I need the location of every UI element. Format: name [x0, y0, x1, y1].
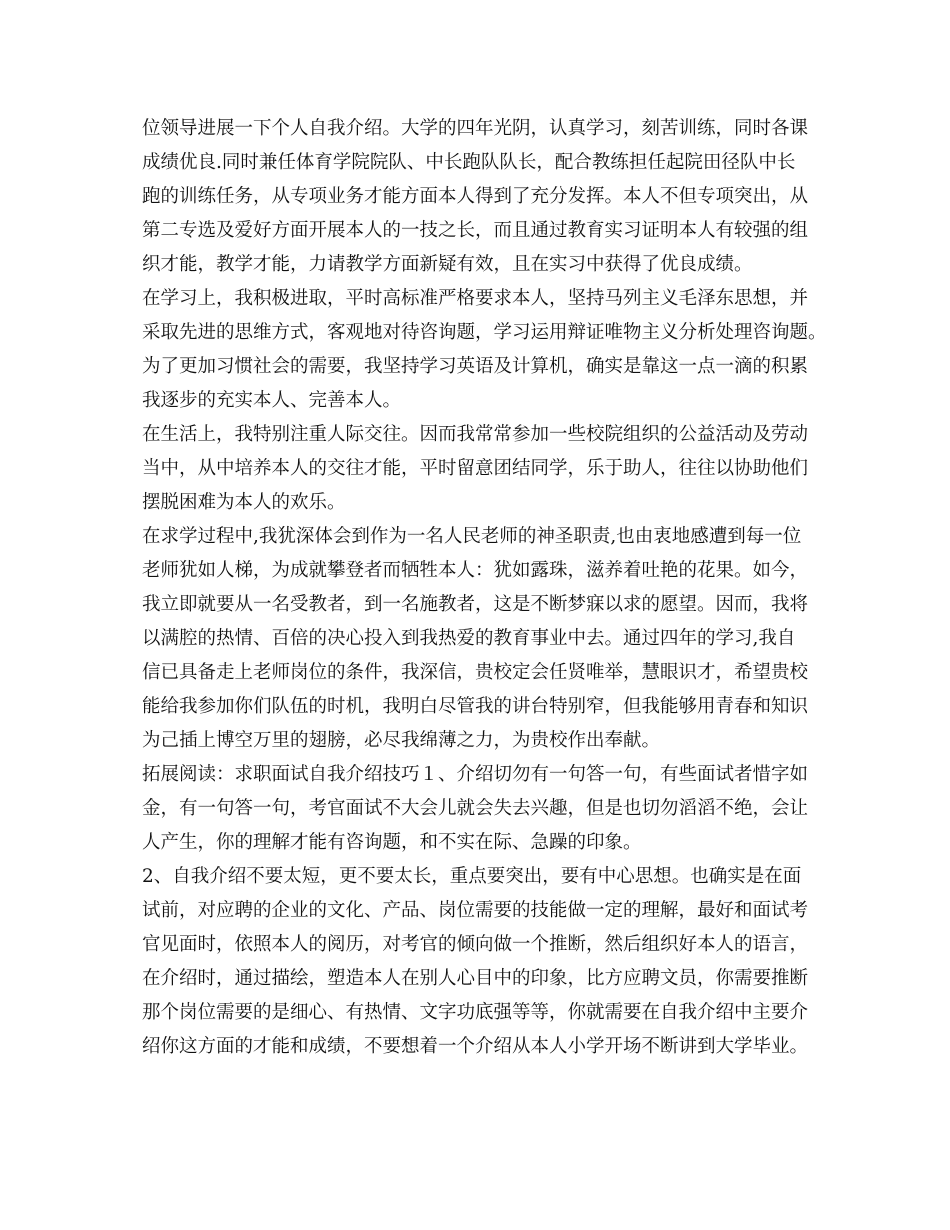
text-line: 绍你这方面的才能和成绩，不要想着一个介绍从本人小学开场不断讲到大学毕业。: [142, 1036, 809, 1057]
text-line: 拓展阅读：求职面试自我介绍技巧１、介绍切勿有一句答一句，有些面试者惜字如: [142, 764, 809, 785]
text-line: 我逐步的充实本人、完善本人。: [142, 390, 402, 411]
text-line: 在介绍时，通过描绘，塑造本人在别人心目中的印象，比方应聘文员，你需要推断: [142, 968, 809, 989]
text-line: 摆脱困难为本人的欢乐。: [142, 492, 346, 513]
text-line: 官见面时，依照本人的阅历，对考官的倾向做一个推断，然后组织好本人的语言，: [142, 934, 809, 955]
text-line: 2、自我介绍不要太短，更不要太长，重点要突出，要有中心思想。也确实是在面: [142, 866, 802, 887]
text-line: 成绩优良.同时兼任体育学院院队、中长跑队队长，配合教练担任起院田径队中长: [142, 152, 796, 173]
text-line: 金，有一句答一句，考官面试不大会儿就会失去兴趣，但是也切勿滔滔不绝，会让: [142, 798, 809, 819]
text-line: 能给我参加你们队伍的时机，我明白尽管我的讲台特别窄，但我能够用青春和知识: [142, 696, 809, 717]
text-line: 信已具备走上老师岗位的条件，我深信，贵校定会任贤唯举，慧眼识才，希望贵校: [142, 662, 809, 683]
text-line: 位领导进展一下个人自我介绍。大学的四年光阴，认真学习，刻苦训练，同时各课: [142, 118, 809, 139]
text-line: 老师犹如人梯，为成就攀登者而牺牲本人：犹如露珠，滋养着吐艳的花果。如今，: [142, 560, 809, 581]
text-line: 采取先进的思维方式，客观地对待咨询题，学习运用辩证唯物主义分析处理咨询题。: [142, 322, 827, 343]
text-line: 织才能，教学才能，力请教学方面新疑有效，且在实习中获得了优良成绩。: [142, 254, 753, 275]
text-line: 为己插上博空万里的翅膀，必尽我绵薄之力，为贵校作出奉献。: [142, 730, 661, 751]
text-line: 试前，对应聘的企业的文化、产品、岗位需要的技能做一定的理解，最好和面试考: [142, 900, 809, 921]
text-line: 我立即就要从一名受教者，到一名施教者，这是不断梦寐以求的愿望。因而，我将: [142, 594, 809, 615]
document-body: [142, 112, 832, 1064]
text-line: 在求学过程中,我犹深体会到作为一名人民老师的神圣职责,也由衷地感遭到每一位: [142, 526, 802, 547]
text-line: 当中，从中培养本人的交往才能，平时留意团结同学，乐于助人，往往以协助他们: [142, 458, 809, 479]
text-line: 以满腔的热情、百倍的决心投入到我热爱的教育事业中去。通过四年的学习,我自: [142, 628, 796, 649]
text-line: 在学习上，我积极进取，平时高标准严格要求本人，坚持马列主义毛泽东思想，并: [142, 288, 809, 309]
text-line: 为了更加习惯社会的需要，我坚持学习英语及计算机，确实是靠这一点一滴的积累: [142, 356, 809, 377]
text-line: 第二专选及爱好方面开展本人的一技之长，而且通过教育实习证明本人有较强的组: [142, 220, 809, 241]
text-line: 人产生，你的理解才能有咨询题，和不实在际、急躁的印象。: [142, 832, 642, 853]
text-line: 那个岗位需要的是细心、有热情、文字功底强等等，你就需要在自我介绍中主要介: [142, 1002, 809, 1023]
text-line: 在生活上，我特别注重人际交往。因而我常常参加一些校院组织的公益活动及劳动: [142, 424, 809, 445]
text-line: 跑的训练任务，从专项业务才能方面本人得到了充分发挥。本人不但专项突出，从: [142, 186, 809, 207]
